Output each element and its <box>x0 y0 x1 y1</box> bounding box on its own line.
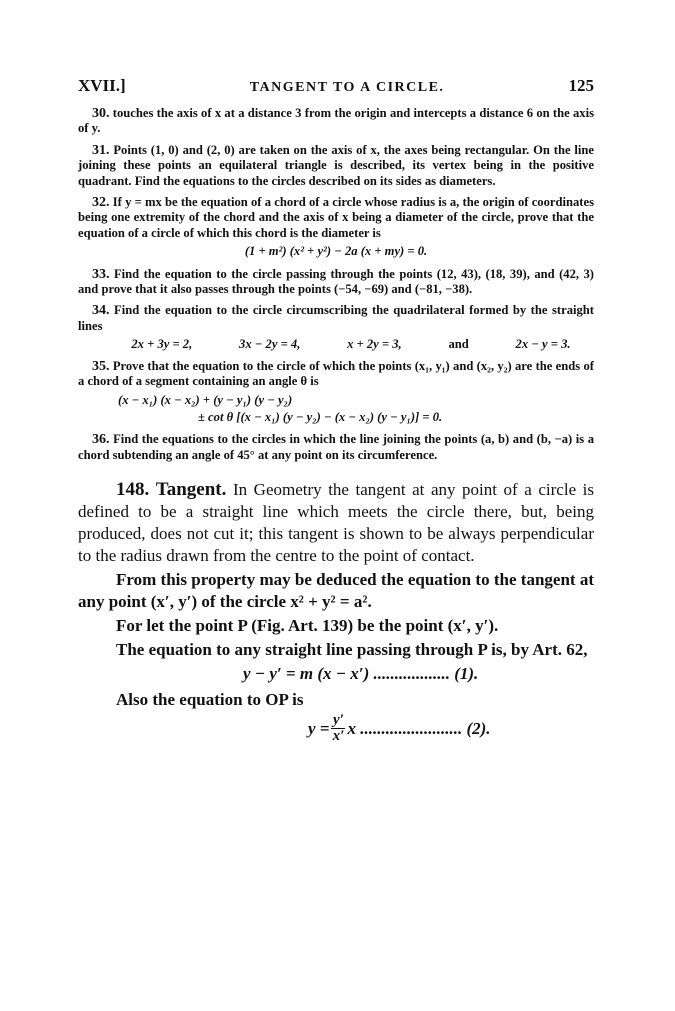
equation-2 <box>308 713 594 744</box>
page-number: 125 <box>568 76 594 95</box>
problem-text: Prove that the equation to the circle of which the points (x₁, y₁) and (x₂, y₂) are the ends of a chord of a segment containing an angle θ is <box>78 358 594 389</box>
problem-number: 36. <box>92 432 110 448</box>
equation-rhs: x ........................ (2). <box>347 718 491 738</box>
problem-number: 31. <box>92 142 110 158</box>
problem-number: 35. <box>92 358 110 374</box>
running-title: TANGENT TO A CIRCLE. <box>249 80 445 95</box>
problem-31 <box>78 143 594 189</box>
equation: x + 2y = 3, <box>347 337 402 352</box>
section-paragraph-2: From this property may be deduced the equation to the tangent at any point (x′, y′) of the circle x² + y² = a². <box>78 570 594 612</box>
problem-33 <box>78 267 594 298</box>
problem-number: 33. <box>92 266 110 282</box>
fraction <box>331 713 345 744</box>
problem-number: 30. <box>92 106 110 121</box>
equation-row <box>108 337 594 352</box>
problem-34 <box>78 303 594 334</box>
section-paragraph-1 <box>78 479 594 567</box>
problem-text: Find the equations to the circles in which the line joining the points (a, b) and (b, −a) is a chord subtending an angle of 45° at any point on its circumference. <box>78 432 595 462</box>
equation: 2x − y = 3. <box>515 337 571 352</box>
equation: 3x − 2y = 4, <box>239 337 301 352</box>
problem-text: Find the equation to the circle passing through the points (12, 43), (18, 39), and (42, 3) and prove that it also passes through the points (−54, −69) and (−81, −38). <box>78 266 595 297</box>
paragraph-text: In Geometry the tangent at any point of a circle is defined to be a straight line which meets the circle there, but, being produced, does not cut it; this tangent is shown to be always perpendicular to the radius drawn from the centre to the point of contact. <box>78 480 595 566</box>
fraction-denominator: x′ <box>332 728 345 745</box>
equation-line-1: (x − x₁) (x − x₂) + (y − y₁) (y − y₂) <box>118 392 293 407</box>
problem-number: 32. <box>92 195 110 211</box>
equation-lhs: y = <box>308 718 330 738</box>
chapter-label: XVII.] <box>78 76 126 95</box>
equation-1: y − y′ = m (x − x′) .................. (1). <box>243 664 479 684</box>
section-148 <box>78 479 594 744</box>
problem-text: Points (1, 0) and (2, 0) are taken on the axis of x, the axes being rectangular. On the line joining these points an equilateral triangle is described, its vertex being in the positive quadrant. Find the equations to the circles described on its sides as diameters. <box>78 142 594 188</box>
section-paragraph-3: For let the point P (Fig. Art. 139) be the point (x′, y′). <box>116 616 499 636</box>
running-header <box>78 76 594 96</box>
problem-list <box>78 106 594 463</box>
problem-32 <box>78 195 594 241</box>
equation-conjunction: and <box>448 337 469 352</box>
equation: 2x + 3y = 2, <box>131 337 193 352</box>
problem-35 <box>78 359 594 390</box>
section-paragraph-5: Also the equation to OP is <box>116 690 304 710</box>
equation-line-2: ± cot θ [(x − x₁) (y − y₂) − (x − x₂) (y − y₁)] = 0. <box>198 409 443 424</box>
problem-text: touches the axis of x at a distance 3 from the origin and intercepts a distance 6 on the axis of y. <box>78 106 594 136</box>
problem-text: Find the equation to the circle circumscribing the quadrilateral formed by the straight lines <box>78 303 594 333</box>
section-title: Tangent. <box>155 479 227 501</box>
section-number: 148. <box>116 479 150 501</box>
fraction-numerator: y′ <box>333 712 344 729</box>
problem-36 <box>78 432 594 463</box>
problem-number: 34. <box>92 303 110 319</box>
equation: (1 + m²) (x² + y²) − 2a (x + my) = 0. <box>244 244 428 259</box>
problem-text: If y = mx be the equation of a chord of a circle whose radius is a, the origin of coordinates being one extremity of the chord and the axis of x being a diameter of the circle, prove that the equation of a circle of which this chord is the diameter is <box>78 195 594 240</box>
page <box>78 76 594 748</box>
section-paragraph-4: The equation to any straight line passing through P is, by Art. 62, <box>116 640 588 660</box>
problem-30 <box>78 106 594 137</box>
